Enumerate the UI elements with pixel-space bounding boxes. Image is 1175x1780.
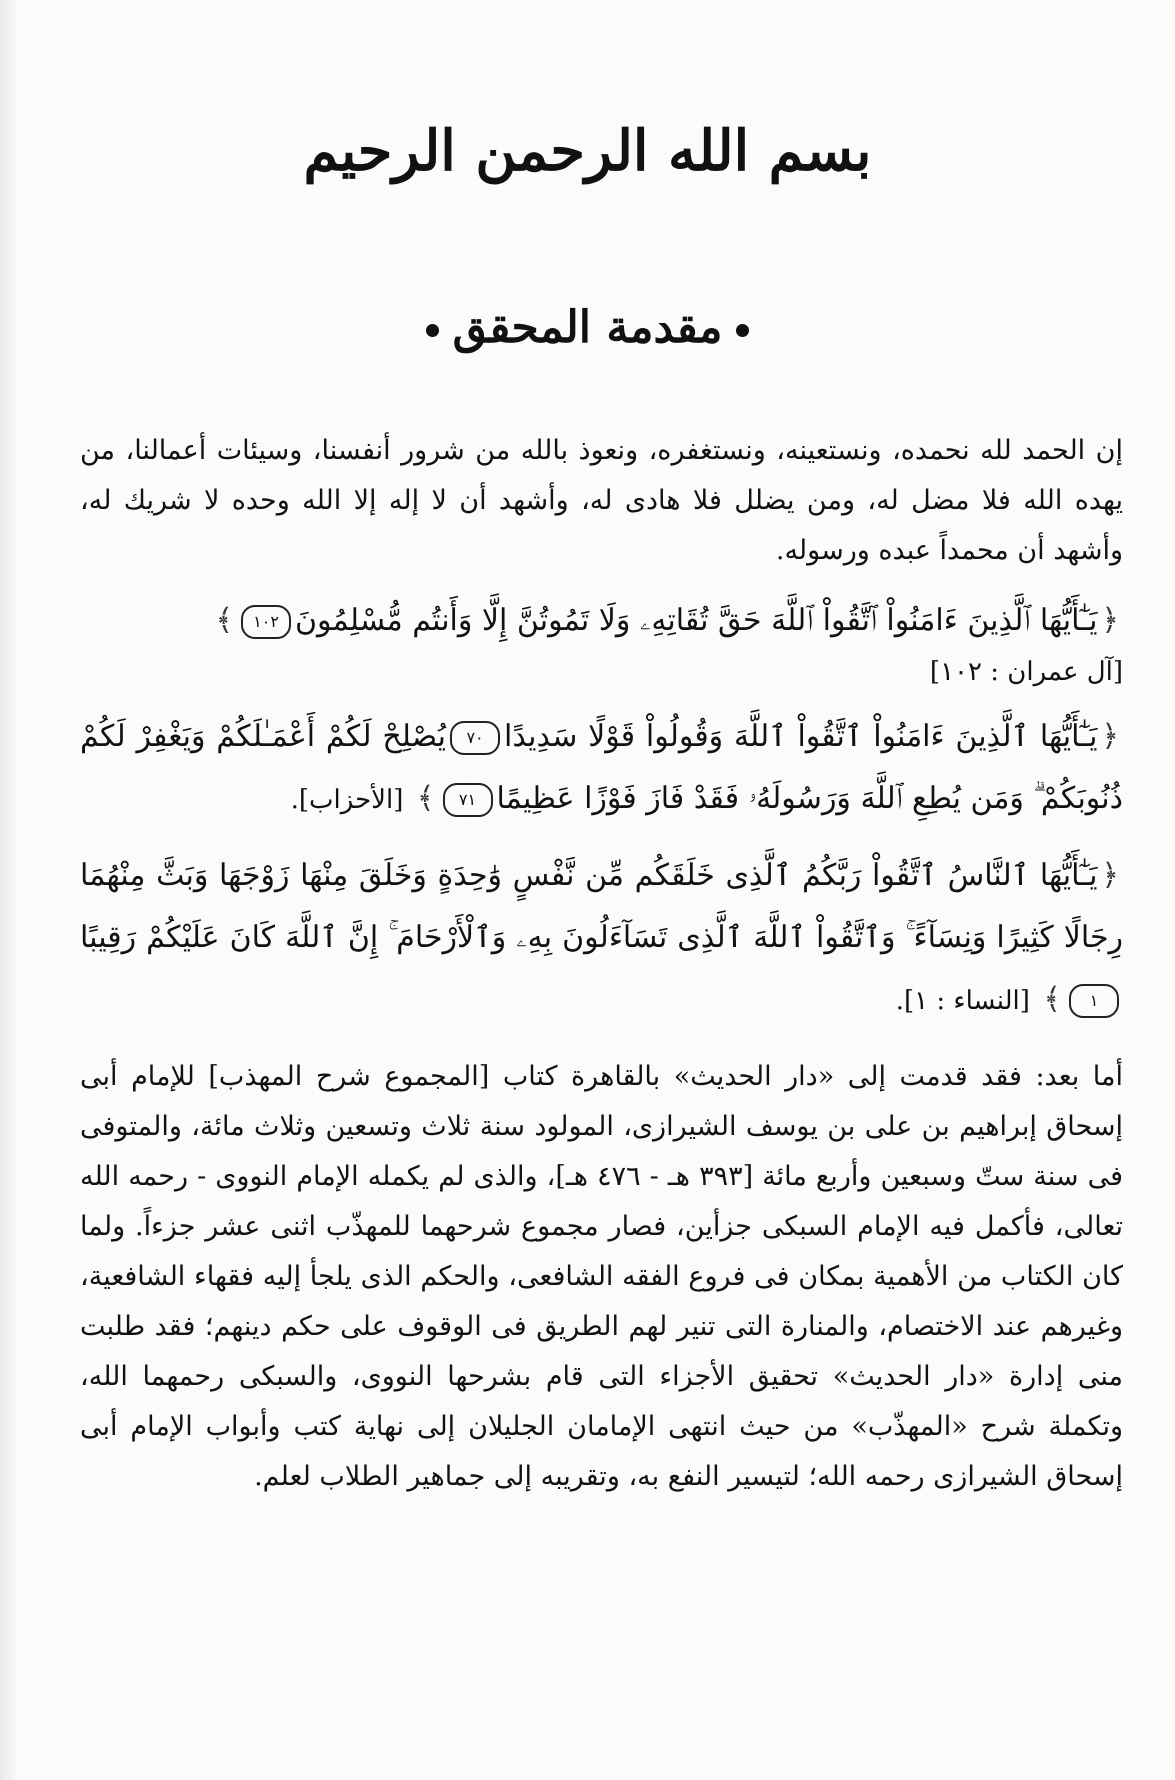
quran-verse-3 xyxy=(80,845,1123,1032)
ornate-bracket-open-icon: ﴿ xyxy=(1101,603,1119,638)
ornate-bracket-close-icon: ﴾ xyxy=(215,603,234,638)
ornate-bracket-close-icon: ﴾ xyxy=(1043,982,1061,1017)
ornate-bracket-open-icon: ﴿ xyxy=(1101,719,1119,754)
page-title xyxy=(0,302,1175,353)
verse-number-badge: ١٠٢ xyxy=(241,605,291,639)
basmala-heading: بسم الله الرحمن الرحيم xyxy=(303,118,872,184)
verse-reference: [الأحزاب]. xyxy=(290,785,404,815)
ornate-bracket-open-icon: ﴿ xyxy=(1101,858,1119,893)
page-body xyxy=(80,426,1123,1502)
quran-verse-2 xyxy=(80,706,1123,831)
verse-text: يَـٰٓأَيُّهَا ٱلَّذِينَ ءَامَنُواْ ٱتَّقُواْ ٱللَّهَ وَقُولُواْ قَوْلًا سَدِيدًا xyxy=(504,719,1098,754)
verse-number-badge: ١ xyxy=(1069,984,1119,1018)
quran-verse-1 xyxy=(80,590,1123,652)
verse-text: يُصْلِحْ لَكُمْ أَعْمَـٰلَكُمْ وَيَغْفِرْ لَكُمْ ذُنُوبَكُمْ ۗ وَمَن يُطِعِ ٱللَّهَ وَرَسُولَهُۥ فَقَدْ فَازَ فَوْزًا عَظِيمًا xyxy=(80,719,1123,816)
ornate-bracket-close-icon: ﴾ xyxy=(416,781,435,816)
bullet-dot-icon xyxy=(426,324,439,337)
bullet-dot-icon xyxy=(736,324,749,337)
verse-text: يَـٰٓأَيُّهَا ٱلنَّاسُ ٱتَّقُواْ رَبَّكُمُ ٱلَّذِى خَلَقَكُم مِّن نَّفْسٍ وَٰحِدَةٍ وَخَلَقَ مِنْهَا زَوْجَهَا وَبَثَّ مِنْهُمَا رِجَالًا كَثِيرًا وَنِسَآءً ۚ وَٱتَّقُواْ ٱللَّهَ ٱلَّذِى تَسَآءَلُونَ بِهِۦ وَٱلْأَرْحَامَ ۚ إِنَّ ٱللَّهَ كَانَ عَلَيْكُمْ رَقِيبًا xyxy=(80,858,1123,955)
scan-shadow xyxy=(0,0,18,1780)
opening-paragraph: إن الحمد لله نحمده، ونستعينه، ونستغفره، ونعوذ بالله من شرور أنفسنا، وسيئات أعمالنا، من يهده الله فلا مضل له، ومن يضلل فلا هادى له، وأشهد أن لا إله إلا الله وحده لا شريك له، وأشهد أن محمداً عبده ورسوله. xyxy=(80,435,1123,566)
verse-number-badge: ٧١ xyxy=(443,783,493,817)
intro-paragraph: أما بعد: فقد قدمت إلى «دار الحديث» بالقاهرة كتاب [المجموع شرح المهذب] للإمام أبى إسحاق إبراهيم بن على بن يوسف الشيرازى، المولود سنة ثلاث وتسعين وثلاث مائة، والمتوفى فى سنة ستّ وسبعين وأربع مائة [٣٩٣ هـ - ٤٧٦ هـ]، والذى لم يكمله الإمام النووى - رحمه الله تعالى، فأكمل فيه الإمام السبكى جزأين، فصار مجموع شرحهما للمهذّب اثنى عشر جزءاً. ولما كان الكتاب من الأهمية بمكان فى فروع الفقه الشافعى، والحكم الذى يلجأ إليه فقهاء الشافعية، وغيرهم عند الاختصام، والمنارة التى تنير لهم الطريق فى الوقوف على حكم دينهم؛ فقد طلبت منى إدارة «دار الحديث» تحقيق الأجزاء التى قام بشرحها النووى، والسبكى رحمهما الله، وتكملة شرح «المهذّب» من حيث انتهى الإمامان الجليلان إلى نهاية كتب وأبواب الإمام أبى إسحاق الشيرازى رحمه الله؛ لتيسير النفع به، وتقريبه إلى جماهير الطلاب لعلم. xyxy=(80,1061,1123,1492)
verse-number-badge: ٧٠ xyxy=(450,721,500,755)
verse-reference: [النساء : ١]. xyxy=(895,986,1030,1016)
verse-text: يَـٰٓأَيُّهَا ٱلَّذِينَ ءَامَنُواْ ٱتَّقُواْ ٱللَّهَ حَقَّ تُقَاتِهِۦ وَلَا تَمُوتُنَّ إِلَّا وَأَنتُم مُّسْلِمُونَ xyxy=(295,603,1098,638)
page-title-text: مقدمة المحقق xyxy=(452,302,723,353)
verse-reference: [آل عمران : ١٠٢] xyxy=(929,657,1123,687)
